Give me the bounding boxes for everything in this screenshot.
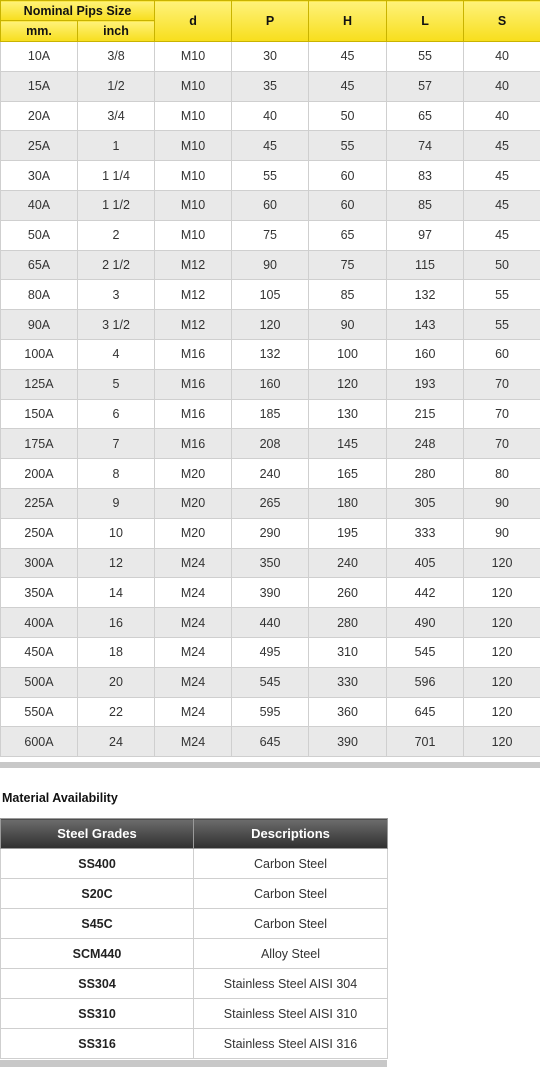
cell-d: M16 xyxy=(155,399,232,429)
header-p: P xyxy=(232,1,309,42)
header-d: d xyxy=(155,1,232,42)
cell-mm: 175A xyxy=(1,429,78,459)
cell-s: 90 xyxy=(464,488,540,518)
cell-d: M12 xyxy=(155,310,232,340)
cell-h: 75 xyxy=(309,250,387,280)
cell-l: 305 xyxy=(387,488,464,518)
cell-inch: 20 xyxy=(78,667,155,697)
table-row xyxy=(1,488,540,518)
cell-p: 105 xyxy=(232,280,309,310)
cell-h: 330 xyxy=(309,667,387,697)
cell-description: Carbon Steel xyxy=(194,849,388,879)
cell-d: M10 xyxy=(155,190,232,220)
cell-h: 180 xyxy=(309,488,387,518)
cell-mm: 90A xyxy=(1,310,78,340)
table-row xyxy=(1,190,540,220)
cell-d: M20 xyxy=(155,459,232,489)
table-row xyxy=(1,518,540,548)
cell-d: M20 xyxy=(155,518,232,548)
cell-inch: 1 xyxy=(78,131,155,161)
cell-s: 120 xyxy=(464,578,540,608)
cell-d: M12 xyxy=(155,280,232,310)
material-row xyxy=(1,969,388,999)
cell-h: 120 xyxy=(309,369,387,399)
cell-inch: 7 xyxy=(78,429,155,459)
cell-inch: 2 1/2 xyxy=(78,250,155,280)
table-row xyxy=(1,399,540,429)
cell-s: 45 xyxy=(464,161,540,191)
cell-steel-grade: S45C xyxy=(1,909,194,939)
cell-inch: 16 xyxy=(78,608,155,638)
cell-l: 132 xyxy=(387,280,464,310)
cell-h: 145 xyxy=(309,429,387,459)
table-row xyxy=(1,727,540,757)
cell-h: 45 xyxy=(309,42,387,72)
header-inch: inch xyxy=(78,21,155,42)
cell-h: 45 xyxy=(309,71,387,101)
cell-l: 115 xyxy=(387,250,464,280)
cell-l: 83 xyxy=(387,161,464,191)
cell-inch: 4 xyxy=(78,339,155,369)
cell-h: 60 xyxy=(309,161,387,191)
cell-h: 195 xyxy=(309,518,387,548)
cell-mm: 150A xyxy=(1,399,78,429)
cell-inch: 18 xyxy=(78,637,155,667)
material-row xyxy=(1,1029,388,1059)
cell-s: 45 xyxy=(464,131,540,161)
cell-mm: 200A xyxy=(1,459,78,489)
table-row xyxy=(1,131,540,161)
cell-p: 160 xyxy=(232,369,309,399)
cell-d: M16 xyxy=(155,369,232,399)
cell-p: 55 xyxy=(232,161,309,191)
cell-p: 40 xyxy=(232,101,309,131)
table-row xyxy=(1,339,540,369)
cell-inch: 1 1/4 xyxy=(78,161,155,191)
cell-mm: 50A xyxy=(1,220,78,250)
cell-mm: 10A xyxy=(1,42,78,72)
cell-inch: 10 xyxy=(78,518,155,548)
cell-l: 193 xyxy=(387,369,464,399)
dimension-table-body xyxy=(1,42,540,757)
cell-h: 310 xyxy=(309,637,387,667)
cell-p: 440 xyxy=(232,608,309,638)
cell-d: M24 xyxy=(155,608,232,638)
cell-s: 70 xyxy=(464,399,540,429)
cell-p: 545 xyxy=(232,667,309,697)
cell-l: 442 xyxy=(387,578,464,608)
material-row xyxy=(1,909,388,939)
cell-p: 185 xyxy=(232,399,309,429)
cell-description: Carbon Steel xyxy=(194,909,388,939)
cell-s: 40 xyxy=(464,42,540,72)
material-row xyxy=(1,849,388,879)
cell-h: 85 xyxy=(309,280,387,310)
cell-p: 132 xyxy=(232,339,309,369)
cell-inch: 3 xyxy=(78,280,155,310)
material-availability-heading: Material Availability xyxy=(2,791,118,805)
cell-steel-grade: SS310 xyxy=(1,999,194,1029)
material-row xyxy=(1,999,388,1029)
table-row xyxy=(1,220,540,250)
header-l: L xyxy=(387,1,464,42)
cell-steel-grade: S20C xyxy=(1,879,194,909)
cell-l: 160 xyxy=(387,339,464,369)
cell-d: M10 xyxy=(155,220,232,250)
cell-mm: 225A xyxy=(1,488,78,518)
cell-s: 55 xyxy=(464,310,540,340)
table-row xyxy=(1,667,540,697)
cell-s: 70 xyxy=(464,369,540,399)
cell-d: M24 xyxy=(155,578,232,608)
header-steel-grades: Steel Grades xyxy=(1,819,194,849)
cell-h: 260 xyxy=(309,578,387,608)
cell-l: 248 xyxy=(387,429,464,459)
cell-s: 120 xyxy=(464,637,540,667)
cell-s: 120 xyxy=(464,667,540,697)
cell-mm: 600A xyxy=(1,727,78,757)
cell-s: 50 xyxy=(464,250,540,280)
cell-s: 45 xyxy=(464,220,540,250)
table-row xyxy=(1,101,540,131)
cell-p: 60 xyxy=(232,190,309,220)
cell-h: 165 xyxy=(309,459,387,489)
table-row xyxy=(1,42,540,72)
cell-d: M24 xyxy=(155,727,232,757)
material-table-bottom-divider xyxy=(0,1060,387,1067)
cell-s: 45 xyxy=(464,190,540,220)
cell-d: M16 xyxy=(155,339,232,369)
table-row xyxy=(1,578,540,608)
cell-mm: 20A xyxy=(1,101,78,131)
cell-p: 390 xyxy=(232,578,309,608)
cell-d: M12 xyxy=(155,250,232,280)
cell-steel-grade: SCM440 xyxy=(1,939,194,969)
table-row xyxy=(1,459,540,489)
cell-l: 645 xyxy=(387,697,464,727)
cell-inch: 22 xyxy=(78,697,155,727)
cell-l: 545 xyxy=(387,637,464,667)
cell-d: M24 xyxy=(155,697,232,727)
cell-p: 90 xyxy=(232,250,309,280)
cell-l: 701 xyxy=(387,727,464,757)
table-row xyxy=(1,697,540,727)
cell-s: 55 xyxy=(464,280,540,310)
cell-description: Carbon Steel xyxy=(194,879,388,909)
cell-d: M10 xyxy=(155,42,232,72)
cell-mm: 500A xyxy=(1,667,78,697)
cell-d: M24 xyxy=(155,637,232,667)
cell-s: 90 xyxy=(464,518,540,548)
header-nominal-pipe-size: Nominal Pips Size xyxy=(1,1,155,21)
cell-s: 60 xyxy=(464,339,540,369)
cell-p: 208 xyxy=(232,429,309,459)
cell-mm: 250A xyxy=(1,518,78,548)
material-row xyxy=(1,939,388,969)
cell-mm: 30A xyxy=(1,161,78,191)
cell-l: 97 xyxy=(387,220,464,250)
material-table-body xyxy=(1,849,388,1059)
header-mm: mm. xyxy=(1,21,78,42)
table-row xyxy=(1,369,540,399)
table-row xyxy=(1,310,540,340)
cell-mm: 300A xyxy=(1,548,78,578)
cell-p: 75 xyxy=(232,220,309,250)
cell-l: 65 xyxy=(387,101,464,131)
cell-steel-grade: SS400 xyxy=(1,849,194,879)
cell-inch: 12 xyxy=(78,548,155,578)
cell-d: M16 xyxy=(155,429,232,459)
cell-s: 120 xyxy=(464,548,540,578)
cell-h: 60 xyxy=(309,190,387,220)
cell-s: 120 xyxy=(464,608,540,638)
cell-s: 80 xyxy=(464,459,540,489)
cell-description: Stainless Steel AISI 304 xyxy=(194,969,388,999)
cell-h: 90 xyxy=(309,310,387,340)
cell-inch: 3 1/2 xyxy=(78,310,155,340)
cell-l: 333 xyxy=(387,518,464,548)
cell-mm: 40A xyxy=(1,190,78,220)
cell-mm: 125A xyxy=(1,369,78,399)
cell-h: 240 xyxy=(309,548,387,578)
cell-inch: 9 xyxy=(78,488,155,518)
cell-s: 120 xyxy=(464,697,540,727)
cell-p: 30 xyxy=(232,42,309,72)
cell-description: Alloy Steel xyxy=(194,939,388,969)
table-row xyxy=(1,161,540,191)
cell-d: M24 xyxy=(155,548,232,578)
cell-s: 70 xyxy=(464,429,540,459)
cell-description: Stainless Steel AISI 310 xyxy=(194,999,388,1029)
table-row xyxy=(1,429,540,459)
cell-d: M10 xyxy=(155,101,232,131)
cell-l: 405 xyxy=(387,548,464,578)
cell-description: Stainless Steel AISI 316 xyxy=(194,1029,388,1059)
cell-l: 74 xyxy=(387,131,464,161)
cell-h: 100 xyxy=(309,339,387,369)
cell-h: 280 xyxy=(309,608,387,638)
cell-inch: 24 xyxy=(78,727,155,757)
cell-h: 50 xyxy=(309,101,387,131)
cell-d: M10 xyxy=(155,131,232,161)
cell-d: M10 xyxy=(155,71,232,101)
cell-mm: 15A xyxy=(1,71,78,101)
cell-p: 495 xyxy=(232,637,309,667)
cell-l: 490 xyxy=(387,608,464,638)
cell-s: 40 xyxy=(464,71,540,101)
cell-l: 55 xyxy=(387,42,464,72)
cell-mm: 100A xyxy=(1,339,78,369)
cell-h: 360 xyxy=(309,697,387,727)
cell-l: 280 xyxy=(387,459,464,489)
cell-steel-grade: SS316 xyxy=(1,1029,194,1059)
cell-l: 85 xyxy=(387,190,464,220)
cell-mm: 550A xyxy=(1,697,78,727)
cell-mm: 400A xyxy=(1,608,78,638)
cell-h: 65 xyxy=(309,220,387,250)
cell-d: M24 xyxy=(155,667,232,697)
header-h: H xyxy=(309,1,387,42)
cell-steel-grade: SS304 xyxy=(1,969,194,999)
cell-inch: 8 xyxy=(78,459,155,489)
cell-l: 215 xyxy=(387,399,464,429)
table-row xyxy=(1,548,540,578)
cell-mm: 350A xyxy=(1,578,78,608)
cell-p: 240 xyxy=(232,459,309,489)
cell-p: 645 xyxy=(232,727,309,757)
cell-p: 45 xyxy=(232,131,309,161)
cell-inch: 1/2 xyxy=(78,71,155,101)
cell-mm: 80A xyxy=(1,280,78,310)
cell-h: 390 xyxy=(309,727,387,757)
material-table xyxy=(0,818,388,1059)
cell-inch: 5 xyxy=(78,369,155,399)
header-descriptions: Descriptions xyxy=(194,819,388,849)
cell-h: 55 xyxy=(309,131,387,161)
cell-p: 595 xyxy=(232,697,309,727)
cell-mm: 25A xyxy=(1,131,78,161)
table-row xyxy=(1,280,540,310)
header-s: S xyxy=(464,1,540,42)
cell-p: 350 xyxy=(232,548,309,578)
cell-p: 265 xyxy=(232,488,309,518)
material-row xyxy=(1,879,388,909)
table-row xyxy=(1,71,540,101)
cell-s: 40 xyxy=(464,101,540,131)
table-row xyxy=(1,250,540,280)
cell-inch: 6 xyxy=(78,399,155,429)
table-row xyxy=(1,637,540,667)
cell-d: M20 xyxy=(155,488,232,518)
cell-inch: 3/8 xyxy=(78,42,155,72)
cell-p: 35 xyxy=(232,71,309,101)
cell-p: 120 xyxy=(232,310,309,340)
cell-s: 120 xyxy=(464,727,540,757)
cell-l: 57 xyxy=(387,71,464,101)
cell-mm: 65A xyxy=(1,250,78,280)
cell-h: 130 xyxy=(309,399,387,429)
cell-inch: 14 xyxy=(78,578,155,608)
cell-mm: 450A xyxy=(1,637,78,667)
cell-p: 290 xyxy=(232,518,309,548)
cell-inch: 2 xyxy=(78,220,155,250)
table-bottom-divider xyxy=(0,762,540,768)
cell-l: 596 xyxy=(387,667,464,697)
table-row xyxy=(1,608,540,638)
cell-inch: 3/4 xyxy=(78,101,155,131)
cell-inch: 1 1/2 xyxy=(78,190,155,220)
cell-d: M10 xyxy=(155,161,232,191)
cell-l: 143 xyxy=(387,310,464,340)
